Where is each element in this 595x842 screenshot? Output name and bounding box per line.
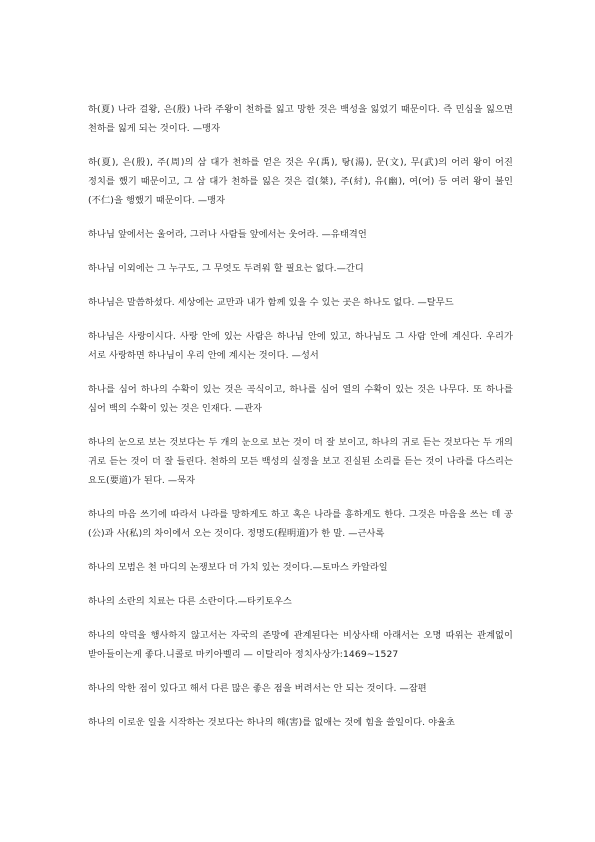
quote-paragraph: 하나의 모범은 천 마디의 논쟁보다 더 가치 있는 것이다.—토마스 카알라일 <box>88 562 388 573</box>
quote-paragraph: 하(夏) 나라 걸왕, 은(殷) 나라 주왕이 천하를 잃고 망한 것은 백성을 잃었기 때문이다. 즉 민심을 잃으면 천하를 잃게 되는 것이다. —맹자 <box>88 104 513 134</box>
quote-paragraph: 하나의 악한 점이 있다고 해서 다른 많은 좋은 점을 버려서는 안 되는 것이다. —잠편 <box>88 683 427 694</box>
quote-paragraph: 하나님은 사랑이시다. 사랑 안에 있는 사람은 하나님 안에 있고, 하나님도 그 사람 안에 계신다. 우리가 서로 사랑하면 하나님이 우리 안에 계시는 것이다. —성서 <box>88 331 513 361</box>
quote-paragraph: 하나의 이로운 일을 시작하는 것보다는 하나의 해(害)를 없애는 것에 힘을 쓸일이다. 야율초 <box>88 717 456 728</box>
quote-paragraph: 하나님 이외에는 그 누구도, 그 무엇도 두려워 할 필요는 없다.—간디 <box>88 263 364 274</box>
quote-paragraph: 하나의 마음 쓰기에 따라서 나라를 망하게도 하고 혹은 나라를 흥하게도 한다. 그것은 마음을 쓰는 데 공(公)과 사(私)의 차이에서 오는 것이다. 정명도(程明道)가 한 말. —근사록 <box>88 509 513 539</box>
quote-list <box>88 100 513 747</box>
quote-paragraph: 하나를 심어 하나의 수확이 있는 것은 곡식이고, 하나를 심어 열의 수확이 있는 것은 나무다. 또 하나를 심어 백의 수확이 있는 것은 인재다. —관자 <box>88 384 513 414</box>
quote-paragraph: 하나의 눈으로 보는 것보다는 두 개의 눈으로 보는 것이 더 잘 보이고, 하나의 귀로 듣는 것보다는 두 개의 귀로 듣는 것이 더 잘 들린다. 천하의 모든 백성의 실정을 보고 진실된 소리를 듣는 것이 나라를 다스리는 요도(要道)가 된다. —묵자 <box>88 437 513 486</box>
quote-paragraph: 하나의 소란의 치료는 다른 소란이다.—타키토우스 <box>88 596 292 607</box>
quote-paragraph: 하나님 앞에서는 울어라, 그러나 사람들 앞에서는 웃어라. —유태격언 <box>88 229 367 240</box>
quote-paragraph: 하나님은 말씀하셨다. 세상에는 교만과 내가 함께 있을 수 있는 곳은 하나도 없다. —탈무드 <box>88 297 454 308</box>
quote-paragraph: 하나의 악덕을 행사하지 않고서는 자국의 존망에 관계된다는 비상사태 아래서는 오명 따위는 관계없이 받아들이는게 좋다.니콜로 마키아벨리 — 이탈리아 정치사상가:1469~1527 <box>88 630 513 660</box>
quote-paragraph: 하(夏), 은(殷), 주(周)의 삼 대가 천하를 얻은 것은 우(禹), 탕(湯), 문(文), 무(武)의 어러 왕이 어진 정치를 했기 때문이고, 그 삼 대가 천하를 잃은 것은 걸(桀), 주(紂), 유(幽), 여(어) 등 여러 왕이 불인(不仁)을 행했기 때문이다. —맹자 <box>88 157 513 206</box>
